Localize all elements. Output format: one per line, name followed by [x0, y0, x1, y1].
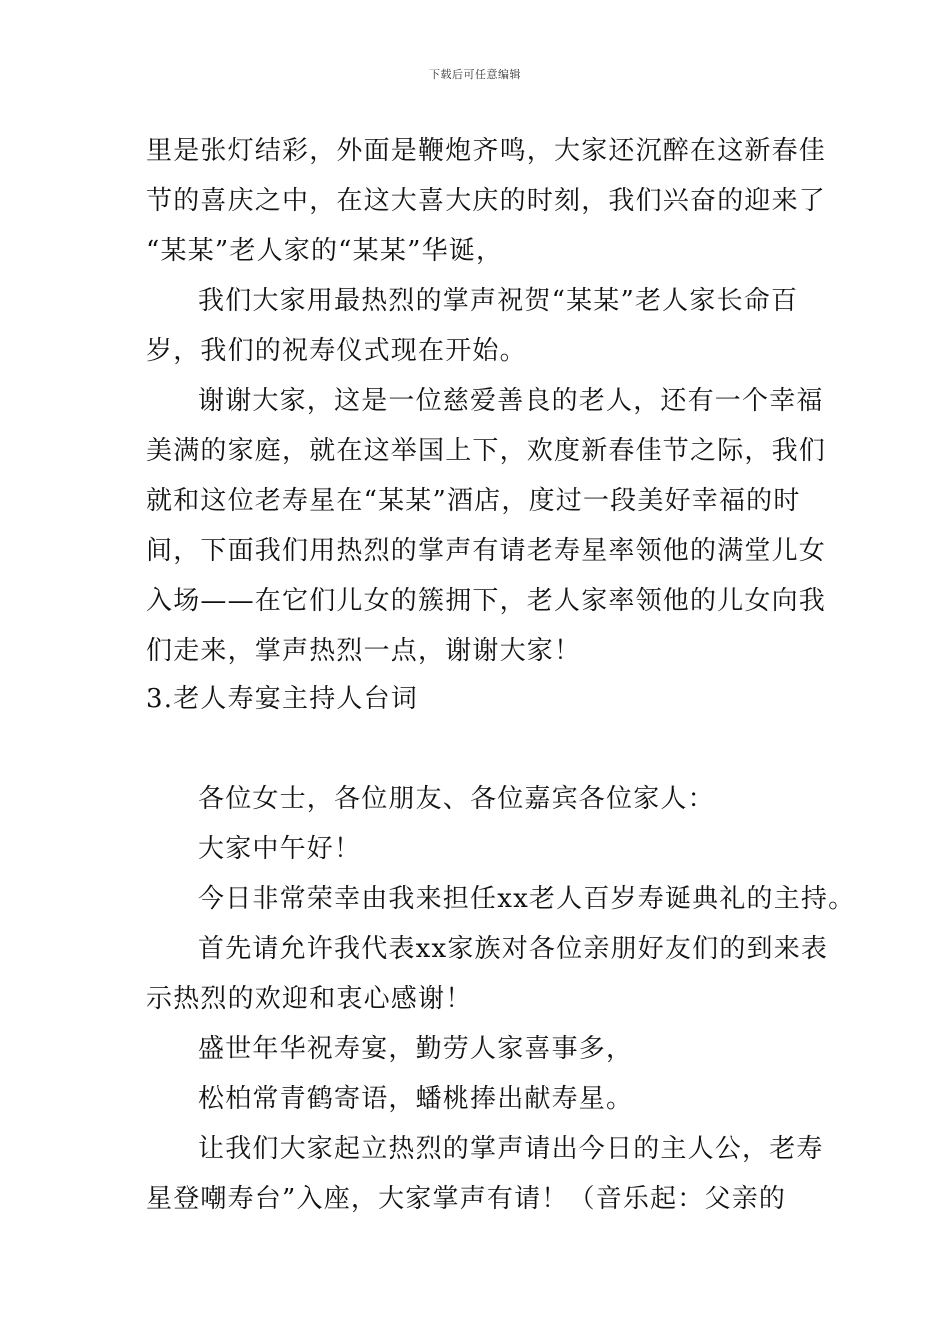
text-line: 就和这位老寿星在“某某”酒店，度过一段美好幸福的时 — [146, 486, 801, 516]
text-line: 首先请允许我代表xx家族对各位亲朋好友们的到来表 — [198, 934, 829, 964]
text-line: 让我们大家起立热烈的掌声请出今日的主人公，老寿 — [198, 1134, 824, 1164]
text-line: 盛世年华祝寿宴，勤劳人家喜事多， — [198, 1034, 634, 1064]
text-line: “某某”老人家的“某某”华诞， — [146, 236, 504, 266]
text-line: 松柏常青鹤寄语，蟠桃捧出献寿星。 — [198, 1084, 634, 1114]
text-line: 我们大家用最热烈的掌声祝贺“某某”老人家长命百 — [198, 286, 799, 316]
text-line: 大家中午好！ — [198, 834, 362, 864]
text-line: 星登嘲寿台”入座，大家掌声有请！（音乐起：父亲的 — [146, 1184, 787, 1214]
text-line: 谢谢大家，这是一位慈爱善良的老人，还有一个幸福 — [198, 386, 824, 416]
text-line: 今日非常荣幸由我来担任xx老人百岁寿诞典礼的主持。 — [198, 884, 856, 914]
text-line: 各位女士，各位朋友、各位嘉宾各位家人： — [198, 784, 715, 814]
text-line: 岁，我们的祝寿仪式现在开始。 — [146, 336, 527, 366]
text-line: 入场——在它们儿女的簇拥下，老人家率领他的儿女向我 — [146, 586, 827, 616]
text-line: 美满的家庭，就在这举国上下，欢度新春佳节之际，我们 — [146, 436, 827, 466]
header-note: 下载后可任意编辑 — [429, 68, 521, 81]
section-heading: 3.老人寿宴主持人台词 — [146, 684, 419, 714]
text-line: 们走来，掌声热烈一点，谢谢大家！ — [146, 636, 582, 666]
text-line: 示热烈的欢迎和衷心感谢！ — [146, 984, 473, 1014]
text-line: 间，下面我们用热烈的掌声有请老寿星率领他的满堂儿女 — [146, 536, 827, 566]
text-line: 里是张灯结彩，外面是鞭炮齐鸣，大家还沉醉在这新春佳 — [146, 136, 827, 166]
text-line: 节的喜庆之中，在这大喜大庆的时刻，我们兴奋的迎来了 — [146, 186, 827, 216]
